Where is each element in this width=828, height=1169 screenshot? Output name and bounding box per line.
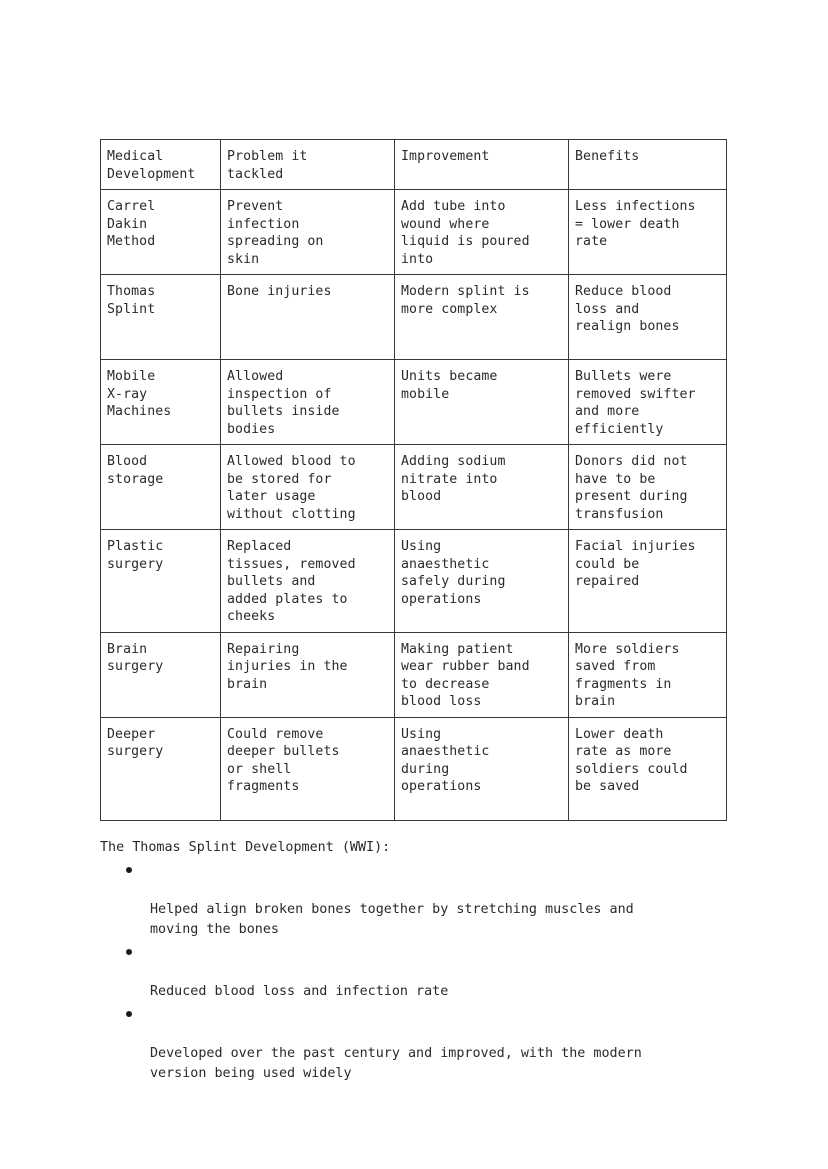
problem-cell: Replaced tissues, removed bullets and added plates to cheeks <box>221 530 395 633</box>
benefits-cell: Reduce blood loss and realign bones <box>569 275 727 360</box>
development-cell: Thomas Splint <box>101 275 221 360</box>
list-item-text: Reduced blood loss and infection rate <box>150 984 449 999</box>
benefits-cell: Donors did not have to be present during transfusion <box>569 445 727 530</box>
development-cell: Plastic surgery <box>101 530 221 633</box>
list-item-text: Helped align broken bones together by stretching muscles and moving the bones <box>150 902 634 937</box>
development-cell: Blood storage <box>101 445 221 530</box>
problem-cell: Allowed blood to be stored for later usage without clotting <box>221 445 395 530</box>
problem-cell: Allowed inspection of bullets inside bodies <box>221 360 395 445</box>
development-cell: Mobile X-ray Machines <box>101 360 221 445</box>
list-item <box>126 942 740 1002</box>
problem-cell: Could remove deeper bullets or shell fragments <box>221 717 395 820</box>
bullet-icon <box>126 949 132 955</box>
development-cell: Deeper surgery <box>101 717 221 820</box>
benefits-cell: Facial injuries could be repaired <box>569 530 727 633</box>
benefits-cell: Less infections = lower death rate <box>569 190 727 275</box>
table-row <box>101 360 727 445</box>
header-cell-development: Medical Development <box>101 140 221 190</box>
improvement-cell: Units became mobile <box>395 360 569 445</box>
list-item <box>126 860 740 940</box>
improvement-cell: Using anaesthetic during operations <box>395 717 569 820</box>
improvement-cell: Add tube into wound where liquid is poured into <box>395 190 569 275</box>
table-row <box>101 275 727 360</box>
development-cell: Brain surgery <box>101 632 221 717</box>
thomas-splint-notes <box>100 838 740 1086</box>
table-row <box>101 717 727 820</box>
list-item <box>126 1004 740 1084</box>
table-row <box>101 445 727 530</box>
list-item-text: Developed over the past century and improved, with the modern version being used widely <box>150 1046 642 1081</box>
improvement-cell: Adding sodium nitrate into blood <box>395 445 569 530</box>
table-header-row <box>101 140 727 190</box>
development-cell: Carrel Dakin Method <box>101 190 221 275</box>
medical-developments-table <box>100 139 727 821</box>
problem-cell: Bone injuries <box>221 275 395 360</box>
bullet-icon <box>126 867 132 873</box>
header-cell-problem: Problem it tackled <box>221 140 395 190</box>
notes-heading: The Thomas Splint Development (WWI): <box>100 840 391 855</box>
improvement-cell: Using anaesthetic safely during operations <box>395 530 569 633</box>
benefits-cell: Bullets were removed swifter and more efficiently <box>569 360 727 445</box>
bullet-icon <box>126 1011 132 1017</box>
problem-cell: Prevent infection spreading on skin <box>221 190 395 275</box>
table-row <box>101 530 727 633</box>
table-row <box>101 632 727 717</box>
benefits-cell: Lower death rate as more soldiers could be saved <box>569 717 727 820</box>
table-row <box>101 190 727 275</box>
improvement-cell: Modern splint is more complex <box>395 275 569 360</box>
notes-bullet-list <box>100 860 740 1084</box>
benefits-cell: More soldiers saved from fragments in brain <box>569 632 727 717</box>
problem-cell: Repairing injuries in the brain <box>221 632 395 717</box>
improvement-cell: Making patient wear rubber band to decrease blood loss <box>395 632 569 717</box>
header-cell-benefits: Benefits <box>569 140 727 190</box>
header-cell-improvement: Improvement <box>395 140 569 190</box>
